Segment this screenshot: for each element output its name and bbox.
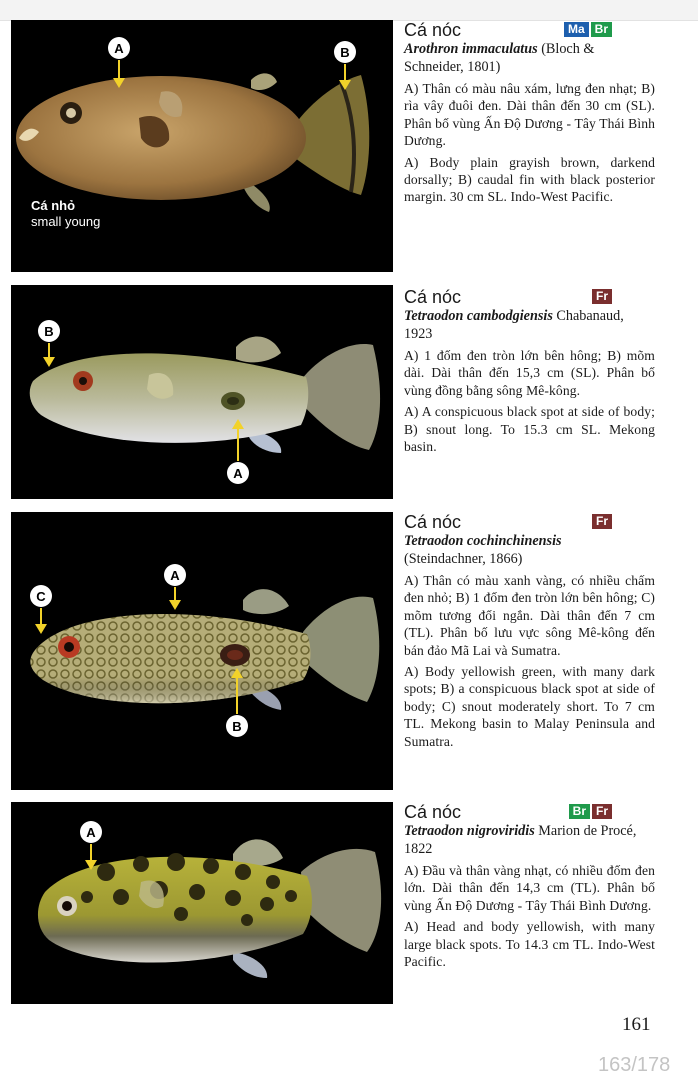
common-name: Cá nóc [404,802,462,822]
description-en: A) A conspicuous black spot at side of body; B) snout long. To 15.3 cm SL. Mekong basin. [404,404,655,455]
marker-a: A [114,41,124,56]
distribution-badges [569,804,612,819]
species-text [404,512,655,754]
species-text [404,802,655,974]
scientific-name [404,822,655,858]
common-name: Cá nóc [404,287,462,307]
annotation-markers [11,802,393,1004]
marker-b: B [232,719,242,734]
badge-fr: Fr [592,804,612,819]
badge-fr: Fr [592,514,612,529]
marker-a: A [233,466,243,481]
description-en: A) Body plain grayish brown, darkend dorsally; B) caudal fin with black posterior margin. 30 cm SL. Indo-West Pacific. [404,154,655,205]
scientific-name [404,307,655,343]
marker-a: A [86,825,96,840]
viewer-top-bar [0,0,698,21]
species-authority: (Bloch & Schneider, 1801) [404,41,595,75]
species-authority: (Steindachner, 1866) [404,551,523,567]
species-binomial: Arothron immaculatus [404,41,538,57]
marker-b: B [44,324,54,339]
species-authority: Chabanaud, 1923 [404,308,624,342]
description-vi: A) Thân có màu xanh vàng, có nhiều chấm đen nhỏ; B) 1 đốm đen tròn lớn bên hông; C) mõm tương đối ngắn. Dài thân đến 7 cm (TL). Phân bố lưu vực sông Mê-kông đến bán đảo Mã Lai và Sumatra. [404,573,655,658]
annotation-markers [11,20,393,272]
common-name: Cá nóc [404,20,462,40]
scientific-name [404,532,655,568]
species-binomial: Tetraodon cambodgiensis [404,308,553,324]
description-vi: A) Đầu và thân vàng nhạt, có nhiều đốm đen lớn. Dài thân đến 14,3 cm (TL). Phân bố vùng Ấn Độ Dương - Tây Thái Bình Dương. [404,863,655,913]
distribution-badges [592,514,612,529]
page-counter[interactable]: 163/178 [598,1054,671,1076]
fish-photo [11,20,393,272]
species-authority: Marion de Procé, 1822 [404,823,637,857]
annotation-markers [11,512,393,790]
marker-a: A [170,568,180,583]
young-caption-vi: Cá nhỏ [31,198,76,213]
species-binomial: Tetraodon cochinchinensis [404,533,562,549]
marker-c: C [36,589,46,604]
description-vi: A) Thân có màu nâu xám, lưng đen nhạt; B) rìa vây đuôi đen. Dài thân đến 30 cm (SL). Phân bố vùng Ấn Độ Dương - Tây Thái Bình Dương. [404,81,655,149]
badge-ma: Ma [564,22,589,37]
badge-br: Br [569,804,590,819]
common-name: Cá nóc [404,512,462,532]
species-text [404,20,655,210]
fish-photo [11,512,393,790]
annotation-markers [11,285,393,499]
fish-photo [11,285,393,499]
distribution-badges [564,22,612,37]
description-en: A) Body yellowish green, with many dark spots; B) a conspicuous black spot at side of body; C) snout moderately short. To 7 cm TL. Mekong basin to Malay Peninsula and Sumatra. [404,664,655,749]
page-number: 161 [622,1014,651,1035]
fish-photo [11,802,393,1004]
species-binomial: Tetraodon nigroviridis [404,823,535,839]
badge-br: Br [591,22,612,37]
distribution-badges [592,289,612,304]
young-caption-en: small young [31,214,101,229]
species-text [404,287,655,459]
badge-fr: Fr [592,289,612,304]
scientific-name [404,40,655,76]
description-vi: A) 1 đốm đen tròn lớn bên hông; B) mõm dài. Dài thân đến 15,3 cm (SL). Phân bố vùng đồng bằng sông Mê-kông. [404,348,655,398]
marker-b: B [340,45,350,60]
description-en: A) Head and body yellowish, with many large black spots. To 14.3 cm TL. Indo-West Pacific. [404,919,655,970]
